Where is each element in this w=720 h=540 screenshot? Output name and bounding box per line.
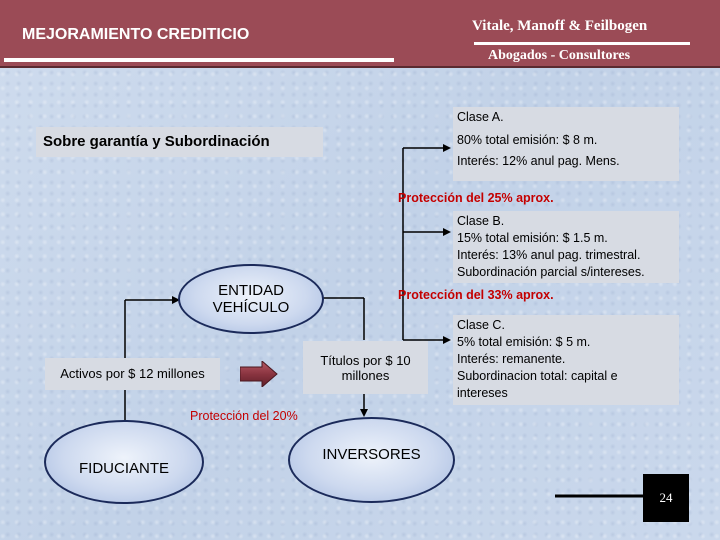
page-number: 24 (643, 474, 689, 522)
class-c-line1: 5% total emisión: $ 5 m. (457, 335, 591, 349)
entidad-line1: ENTIDAD (218, 282, 284, 299)
firm-subtitle: Abogados - Consultores (488, 48, 631, 63)
class-a-box (453, 107, 679, 181)
class-c-line3: Subordinacion total: capital e (457, 369, 618, 383)
transfer-arrow-icon (240, 361, 278, 387)
entidad-line2: VEHÍCULO (212, 299, 290, 316)
guarantee-subordination-label: Sobre garantía y Subordinación (36, 127, 323, 157)
entidad-vehiculo-node (178, 264, 324, 334)
slide-title: MEJORAMIENTO CREDITICIO (22, 26, 250, 43)
class-c-line4: intereses (457, 386, 508, 400)
protection-33-label: Protección del 33% aprox. (398, 288, 554, 302)
class-b-line2: Interés: 13% anul pag. trimestral. (457, 248, 641, 262)
class-c-line2: Interés: remanente. (457, 352, 566, 366)
protection-20-label: Protección del 20% (190, 409, 298, 423)
class-a-line2: Interés: 12% anul pag. Mens. (457, 154, 620, 168)
titulos-line2: millones (341, 367, 390, 383)
class-c-box (453, 315, 679, 405)
class-a-line1: 80% total emisión: $ 8 m. (457, 133, 598, 147)
class-b-line3: Subordinación parcial s/intereses. (457, 265, 645, 279)
titulos-box (303, 341, 428, 394)
protection-25-label: Protección del 25% aprox. (398, 191, 554, 205)
fiduciante-label: FIDUCIANTE (79, 459, 169, 477)
fiduciante-node (44, 420, 204, 504)
inversores-node (288, 417, 455, 503)
firm-name: Vitale, Manoff & Feilbogen (472, 18, 648, 34)
inversores-label: INVERSORES (322, 445, 421, 463)
activos-box: Activos por $ 12 millones (45, 358, 220, 390)
class-b-line1: 15% total emisión: $ 1.5 m. (457, 231, 608, 245)
class-c-title: Clase C. (457, 318, 505, 332)
class-b-title: Clase B. (457, 214, 505, 228)
class-b-box (453, 211, 679, 283)
class-a-title: Clase A. (457, 110, 504, 124)
titulos-line1: Títulos por $ 10 (320, 352, 411, 368)
